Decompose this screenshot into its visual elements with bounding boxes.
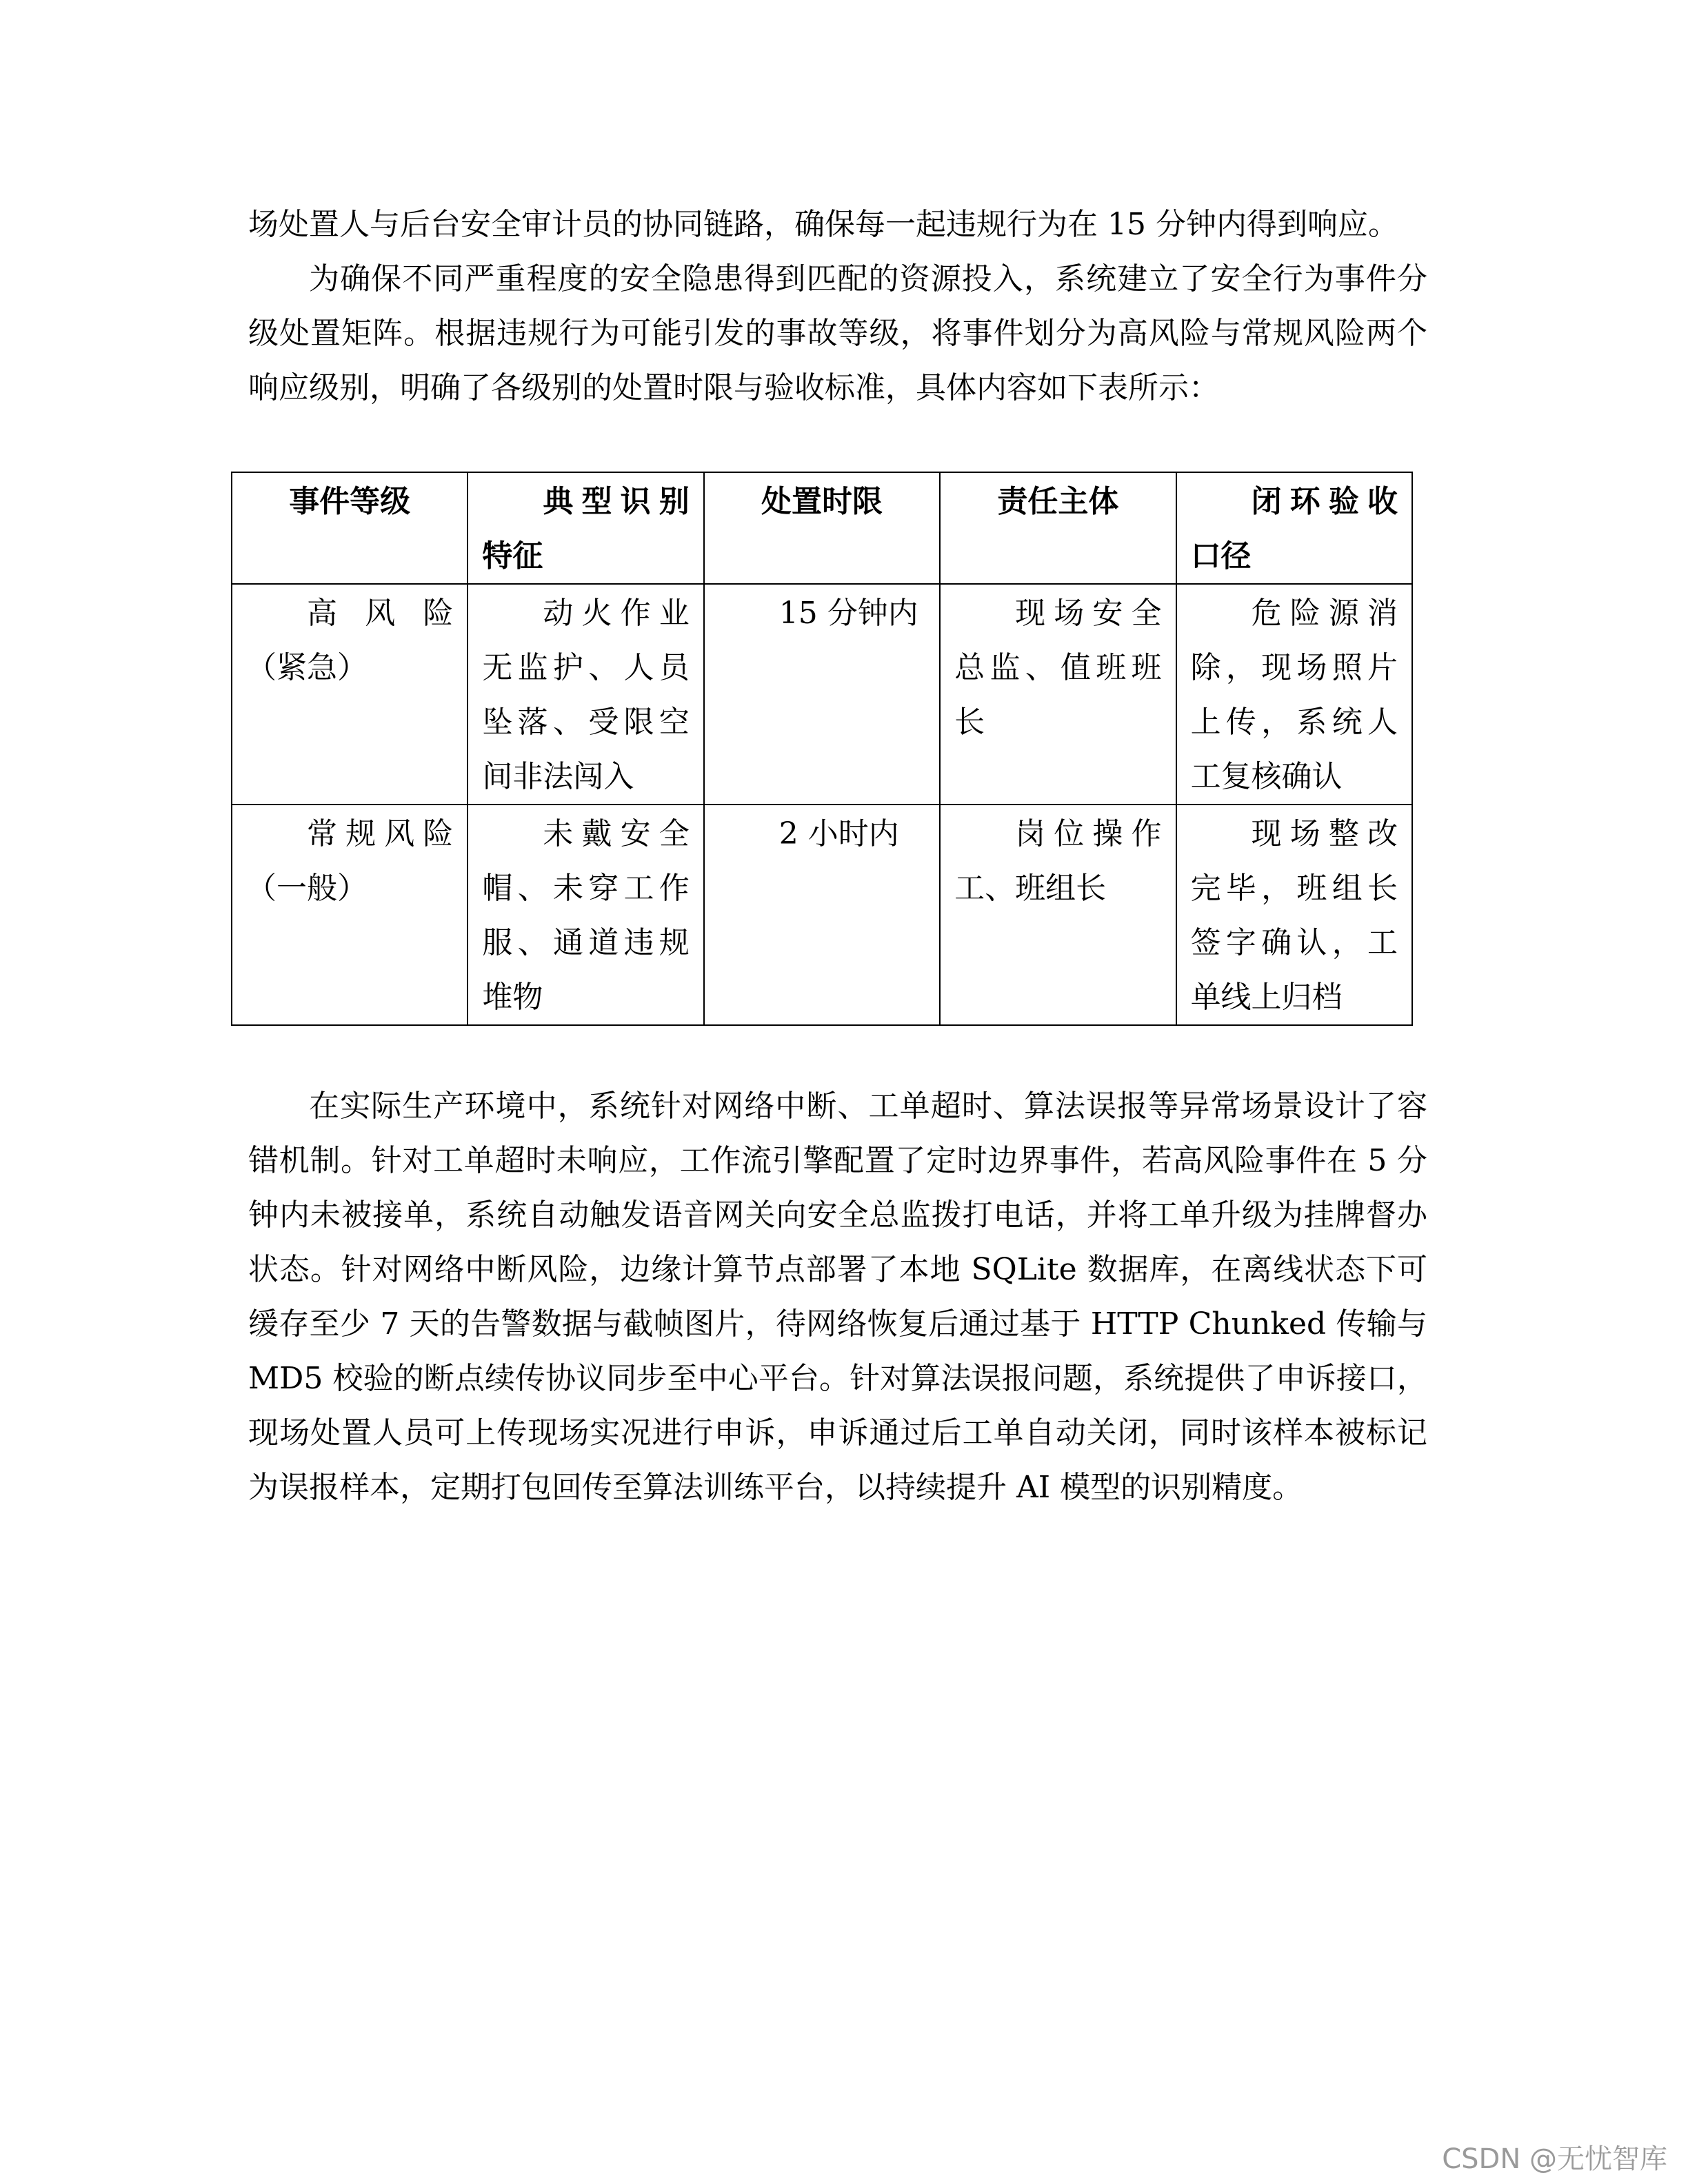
cell-time-limit: 15 分钟内 — [704, 584, 940, 805]
cell-acceptance: 现场整改完毕，班组长签字确认，工单线上归档 — [1176, 805, 1412, 1025]
table-header-row — [232, 472, 1412, 584]
document-body-top — [248, 197, 1427, 415]
cell-owner: 岗位操作工、班组长 — [940, 805, 1176, 1025]
paragraph-fault-tolerance: 在实际生产环境中，系统针对网络中断、工单超时、算法误报等异常场景设计了容错机制。针对工单超时未响应，工作流引擎配置了定时边界事件，若高风险事件在 5 分钟内未被接单，系统自动触发语音网关向安全总监拨打电话，并将工单升级为挂牌督办状态。针对网络中断风险，边缘计算节点部署了本地 SQLite 数据库，在离线状态下可缓存至少 7 天的告警数据与截帧图片，待网络恢复后通过基于 HTTP Chunked 传输与 MD5 校验的断点续传协议同步至中心平台。针对算法误报问题，系统提供了申诉接口，现场处置人员可上传现场实况进行申诉，申诉通过后工单自动关闭，同时该样本被标记为误报样本，定期打包回传至算法训练平台，以持续提升 AI 模型的识别精度。 — [248, 1089, 1427, 1505]
paragraph-matrix-intro: 为确保不同严重程度的安全隐患得到匹配的资源投入，系统建立了安全行为事件分级处置矩阵。根据违规行为可能引发的事故等级，将事件划分为高风险与常规风险两个响应级别，明确了各级别的处置时限与验收标准，具体内容如下表所示： — [248, 261, 1427, 405]
cell-features: 动火作业无监护、人员坠落、受限空间非法闯入 — [468, 584, 703, 805]
cell-level: 高风险（紧急） — [232, 584, 468, 805]
paragraph-continued: 场处置人与后台安全审计员的协同链路，确保每一起违规行为在 15 分钟内得到响应。 — [248, 207, 1398, 242]
cell-acceptance: 危险源消除，现场照片上传，系统人工复核确认 — [1176, 584, 1412, 805]
header-typical-features: 典型识别特征 — [468, 472, 703, 584]
header-responsible-party: 责任主体 — [940, 472, 1176, 584]
cell-owner: 现场安全总监、值班班长 — [940, 584, 1176, 805]
cell-level: 常规风险（一般） — [232, 805, 468, 1025]
cell-time-limit: 2 小时内 — [704, 805, 940, 1025]
document-body-bottom — [248, 1079, 1427, 1515]
cell-features: 未戴安全帽、未穿工作服、通道违规堆物 — [468, 805, 703, 1025]
watermark: CSDN @无忧智库 — [1442, 2143, 1667, 2175]
header-event-level: 事件等级 — [232, 472, 468, 584]
incident-grading-table — [231, 472, 1413, 1026]
table-row — [232, 584, 1412, 805]
header-acceptance-criteria: 闭环验收口径 — [1176, 472, 1412, 584]
table-row — [232, 805, 1412, 1025]
header-time-limit: 处置时限 — [704, 472, 940, 584]
